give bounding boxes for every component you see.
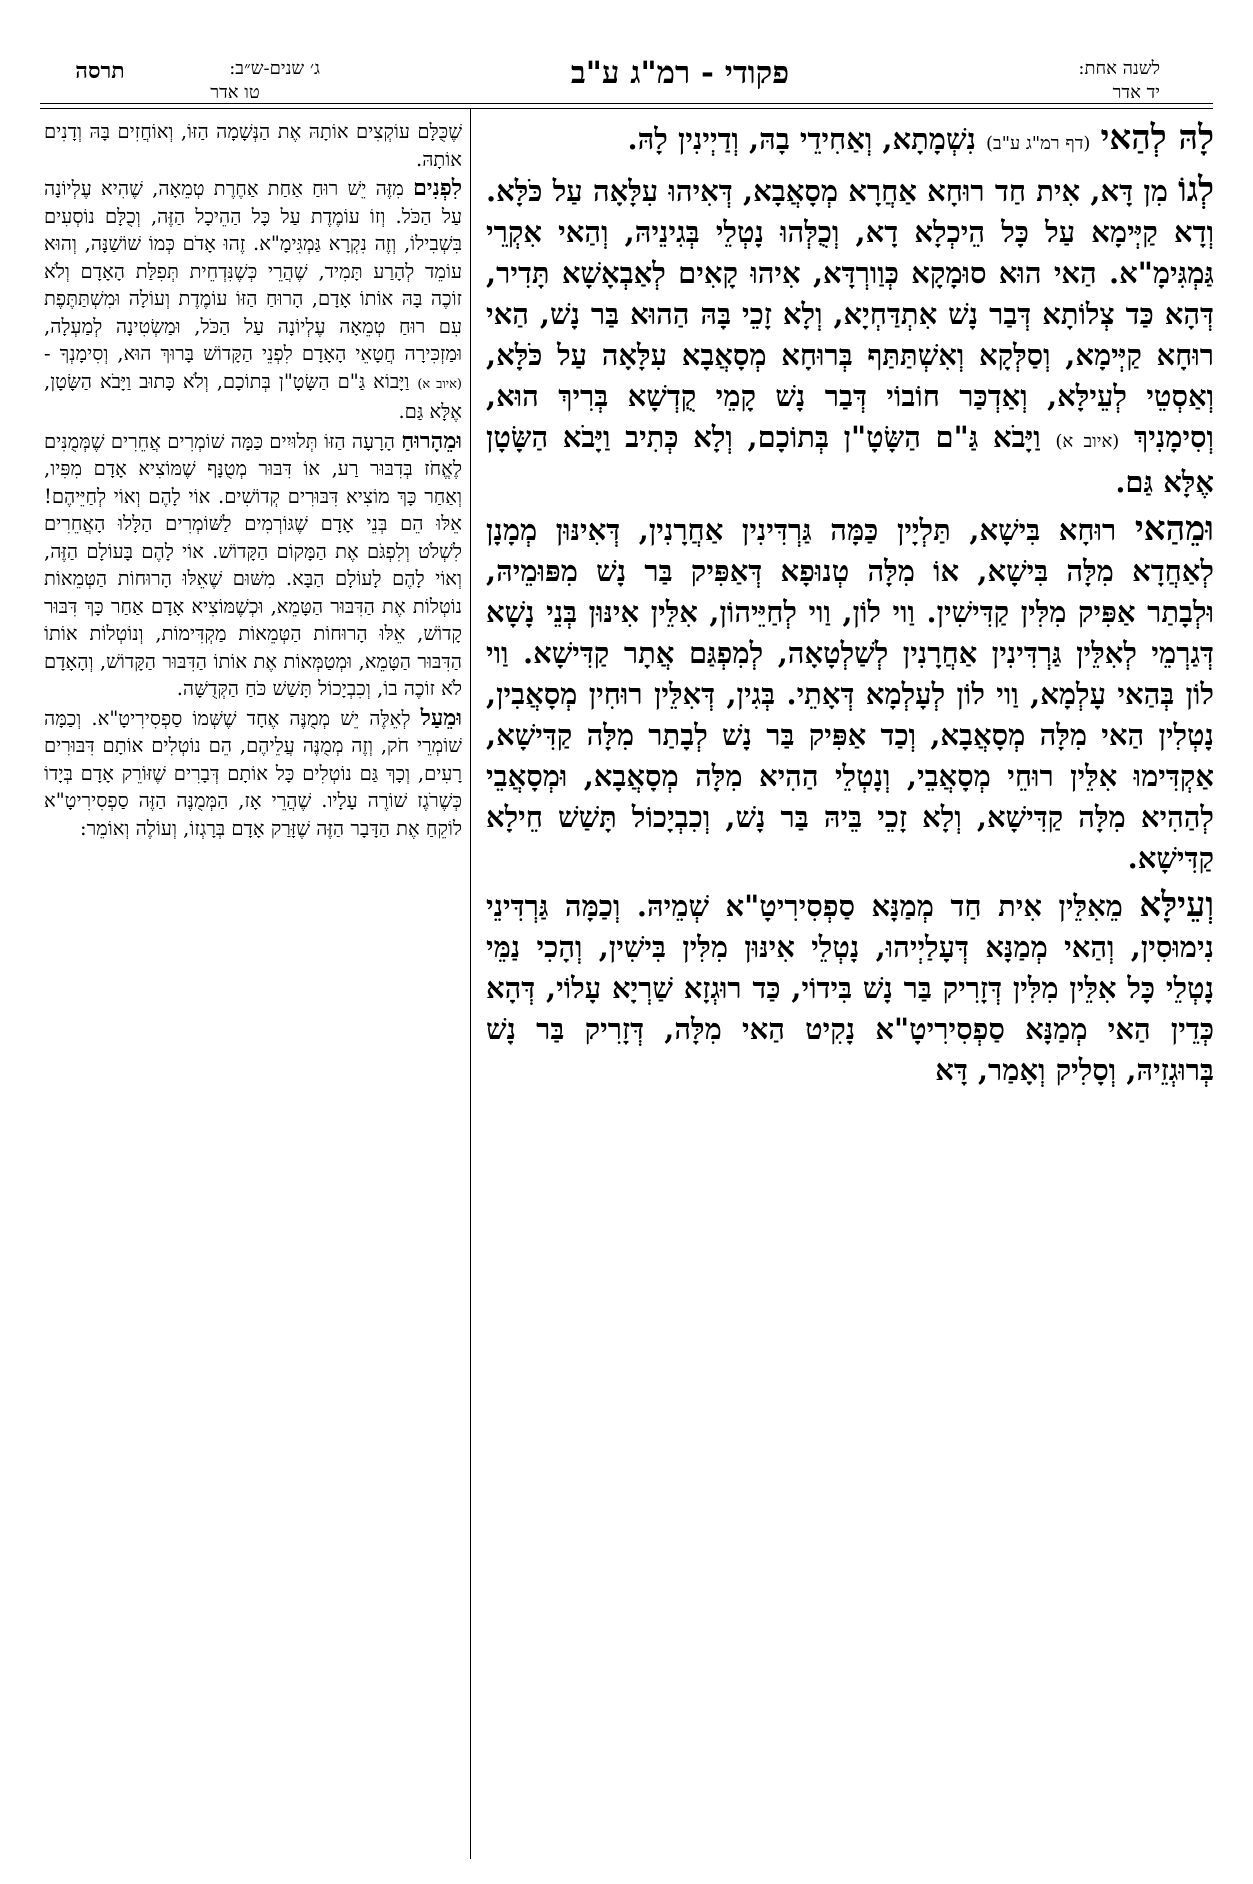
- paragraph-text-continued: וַיָּבוֹא גַּ"ם הַשָּׂטָ"ן בְּתוֹכָם, וְלֹא כָּתוּב וַיָּבֹא הַשָּׂטָן, אֶלָּא גַּם.: [44, 369, 462, 423]
- folio-number: תרסה: [75, 58, 125, 84]
- paragraph-lead-word: לִפְנִים: [413, 175, 462, 201]
- schedule-three-years-date: טו אדר: [210, 82, 260, 103]
- paragraph-lead-word: וְעֵילָּא: [1139, 885, 1215, 925]
- paragraph-text: רוּחָא בִּישָׁא, תַּלְיָין כַּמָּה גַּרְדִּינִין אַחֲרָנִין, דְּאִינּוּן מְמָנָן לְאַחֲדָא מִלָּה בִּישָׁא, אוֹ מִלָּה טְנוּפָא דְּאַפִּיק בַּר נָשׁ מִפּוּמֵיהּ, וּלְבָתַר אַפִּיק מִלִּין קַדִּישִׁין. וַוי לוֹן, וַוי לְחַיֵּיהוֹן, אִלֵּין אִינּוּן בְּנֵי נָשָׁא דְּגַרְמֵי לְאִלֵּין גַּרְדִּינִין אַחֲרָנִין לְשַׁלְטָאָה, לְמִפְגַּם אֲתָר קַדִּישָׁא. וַוי לוֹן בְּהַאי עָלְמָא, וַוי לוֹן לְעָלְמָא דְּאָתֵי. בְּגִין, דְּאִלֵּין רוּחִין מְסָאֲבִין, נָטְלִין הַאי מִלָּה מְסָאֲבָא, וְכַד אַפִּיק בַּר נָשׁ לְבָתַר מִלָּה קַדִּישָׁא, אַקְדִּימוּ אִלֵּין רוּחֵי מְסָאֲבֵי, וְנָטְלֵי הַהִיא מִלָּה מְסָאֲבָא, וּמְסָאֲבֵי לְהַהִיא מִלָּה קַדִּישָׁא, וְלָא זָכֵי בֵּיהּ בַּר נָשׁ, וְכִבְיָכוֹל תָּשַׁשׁ חֵילָא קַדִּישָׁא.: [486, 513, 1214, 875]
- paragraph-lead-word: וּמֵעַל: [420, 704, 462, 731]
- hebrew-translation-column: [44, 118, 462, 844]
- main-paragraph: [486, 118, 1214, 164]
- paragraph-text: לְאֵלֶּה יֵשׁ מְמֻנֶּה אֶחָד שֶׁשְּׁמוֹ סַפְסִירִיטָ"א. וְכַמָּה שׁוֹמְרֵי חֹק, וְזֶה מְמֻנֶּה עֲלֵיהֶם, הֵם נוֹטְלִים אוֹתָם דִּבּוּרִים רָעִים, וְכָךְ גַּם נוֹטְלִים כָּל אוֹתָם דְּבָרִים שֶׁזּוֹרֵק אָדָם בְּיָדוֹ כְּשֶׁרֹגֶז שׁוֹרֶה עָלָיו. שֶׁהֲרֵי אָז, הַמְּמֻנֶּה הַזֶּה סַפְסִירִיטָ"א לוֹקֵחַ אֶת הַדָּבָר הַזֶּה שֶׁזָּרַק אָדָם בְּרָגְזוֹ, וְעוֹלֶה וְאוֹמֵר:: [44, 706, 462, 840]
- header-rule-bottom: [40, 108, 1213, 109]
- paragraph-lead-word: לְגוֹ: [1178, 170, 1214, 210]
- paragraph-text-continued: וַיָּבֹא גַּ"ם הַשָּׂטָ"ן בְּתוֹכָם, וְלָא כְּתִיב וַיָּבֹא הַשָּׂטָן אֶלָּא גַּם.: [486, 420, 1214, 499]
- schedule-one-year-date: יד אדר: [1112, 82, 1160, 103]
- column-divider: [470, 109, 471, 1859]
- page-header: [0, 0, 1253, 104]
- paragraph-text: נִשְׁמָתָא, וְאַחִידֵי בָהּ, וְדַיְינִין לָהּ.: [627, 122, 976, 156]
- main-paragraph: [486, 885, 1214, 1091]
- page-reference: (דף רמ"ג ע"ב): [986, 133, 1091, 154]
- paragraph-lead-word: לָהּ לְהַאי: [1100, 118, 1214, 158]
- verse-reference: (איוב א): [417, 376, 462, 392]
- paragraph-lead-word: וּמֵהַאי: [1134, 509, 1214, 549]
- aramaic-column: [486, 118, 1214, 1097]
- verse-reference: (איוב א): [1055, 431, 1120, 452]
- main-paragraph: [486, 170, 1214, 503]
- side-paragraph: [44, 428, 462, 703]
- paragraph-text: שֶׁכֻּלָּם עוֹקְצִים אוֹתָהּ אֶת הַנְּשָׁמָה הַזּוֹ, וְאוֹחֲזִים בָּהּ וְדָנִים אוֹתָהּ.: [44, 120, 462, 171]
- side-paragraph: [44, 705, 462, 843]
- schedule-one-year: לשנה אחת:: [1078, 58, 1160, 79]
- header-rule-top: [40, 103, 1213, 104]
- paragraph-lead-word: וּמֵהָרוּחַ: [401, 427, 462, 454]
- main-paragraph: [486, 509, 1214, 879]
- paragraph-text: הָרָעָה הַזּוֹ תְּלוּיִים כַּמָּה שׁוֹמְרִים אֲחֵרִים שֶׁמְּמֻנִּים לֶאֱחֹז בְּדִבּוּר רַע, אוֹ דִּבּוּר מְטֻנָּף שֶׁמּוֹצִיא אָדָם מִפִּיו, וְאַחַר כָּךְ מוֹצִיא דִּבּוּרִים קְדוֹשִׁים. אוֹי לָהֶם וְאוֹי לְחַיֵּיהֶם! אֵלּוּ הֵם בְּנֵי אָדָם שֶׁגּוֹרְמִים לַשּׁוֹמְרִים הַלָּלוּ הָאֲחֵרִים לִשְׁלֹט וְלִפְגֹּם אֶת הַמָּקוֹם הַקָּדוֹשׁ. אוֹי לָהֶם בָּעוֹלָם הַזֶּה, וְאוֹי לָהֶם לָעוֹלָם הַבָּא. מִשּׁוּם שֶׁאֵלּוּ הָרוּחוֹת הַטְּמֵאוֹת נוֹטְלוֹת אֶת הַדִּבּוּר הַטָּמֵא, וּכְשֶׁמּוֹצִיא אָדָם אַחַר כָּךְ דִּבּוּר קָדוֹשׁ, אֵלּוּ הָרוּחוֹת הַטְּמֵאוֹת מַקְדִּימוֹת, וְנוֹטְלוֹת אוֹתוֹ הַדִּבּוּר הַטָּמֵא, וּמְטַמְּאוֹת אֶת אוֹתוֹ הַדִּבּוּר הַקָּדוֹשׁ, וְהָאָדָם לֹא זוֹכֶה בוֹ, וְכִבְיָכוֹל תָּשַׁשׁ כֹּחַ הַקְּדֻשָּׁה.: [44, 429, 462, 700]
- paragraph-text: מֵאִלֵּין אִית חַד מְמַנָּא סַפְסִירִיטָ"א שְׁמֵיהּ. וְכַמָּה גַּרְדִּינֵי נִימוּסִין, וְהַאי מְמַנָּא דְּעָלַיְיהוּ, נָטְלֵי אִינּוּן מִלִּין בִּישִׁין, וְהָכִי נַמֵּי נָטְלֵי כָּל אִלֵּין מִלִּין דְּזָרִיק בַּר נָשׁ בִּידוֹי, כַּד רוּגְזָא שַׁרְיָא עָלוֹי, דְּהָא כְּדֵין הַאי מְמַנָּא סַפְסִירִיטָ"א נָקִיט הַאי מִלָּה, דְּזָרִיק בַּר נָשׁ בְּרוּגְזֵיהּ, וְסָלִיק וְאָמַר, דָּא: [486, 889, 1214, 1087]
- page-title: פקודי - רמ"ג ע"ב: [570, 55, 790, 91]
- side-paragraph: [44, 175, 462, 426]
- schedule-three-years: ג׳ שנים-ש״ב:: [229, 58, 320, 79]
- paragraph-text: מִן דָּא, אִית חַד רוּחָא אַחֲרָא מְסָאֲבָא, דְּאִיהוּ עִלָּאָה עַל כֹּלָּא. וְדָא קַיְּימָא עַל כָּל הֵיכְלָא דָא, וְכֻלְּהוּ נָטְלֵי בְּגִינֵיהּ, וְהַאי אִקְרֵי גַּמְגִּימָ"א. הַאי הוּא סוּמָקָא כְּוַורְדָּא, אִיהוּ קָאִים לְאַבְאָשָׁא תָּדִיר, דְּהָא כַּד צְלוֹתָא דְּבַר נָשׁ אִתְדַּחְיָא, וְלָא זָכֵי בָּהּ הַהוּא בַּר נָשׁ, הַאי רוּחָא קַיְּימָא, וְסַלְּקָא וְאִשְׁתַּתַּף בְּרוּחָא מְסָאֲבָא עִלָּאָה עַל כֹּלָּא, וְאַסְטֵי לְעֵילָּא, וְאַדְכַּר חוֹבוֹי דְּבַר נָשׁ קָמֵי קֻדְשָׁא בְּרִיךְ הוּא, וְסִימָנִיךְ: [486, 174, 1214, 454]
- paragraph-text: מִזֶּה יֵשׁ רוּחַ אַחַת אַחֶרֶת טְמֵאָה, שֶׁהִיא עֶלְיוֹנָה עַל הַכֹּל. וְזוֹ עוֹמֶדֶת עַל כָּל הַהֵיכָל הַזֶּה, וְכֻלָּם נוֹסְעִים בִּשְׁבִילוֹ, וְזֶה נִקְרָא גַּמְגִּימָ"א. זֶהוּ אָדֹם כְּמוֹ שׁוֹשַׁנָּה, וְהוּא עוֹמֵד לְהָרַע תָּמִיד, שֶׁהֲרֵי כְּשֶׁנִּדְחֵית תְּפִלַּת הָאָדָם וְלֹא זוֹכֶה בָּהּ אוֹתוֹ אָדָם, הָרוּחַ הַזּוֹ עוֹמֶדֶת וְעוֹלָה וּמִשְׁתַּתֶּפֶת עִם רוּחַ טְמֵאָה עֶלְיוֹנָה עַל הַכֹּל, וּמַשְׂטִינָה לְמַעְלָה, וּמַזְכִּירָה חֲטָאֵי הָאָדָם לִפְנֵי הַקָּדוֹשׁ בָּרוּךְ הוּא, וְסִימָנְךָ -: [44, 177, 462, 365]
- side-paragraph: [44, 118, 462, 173]
